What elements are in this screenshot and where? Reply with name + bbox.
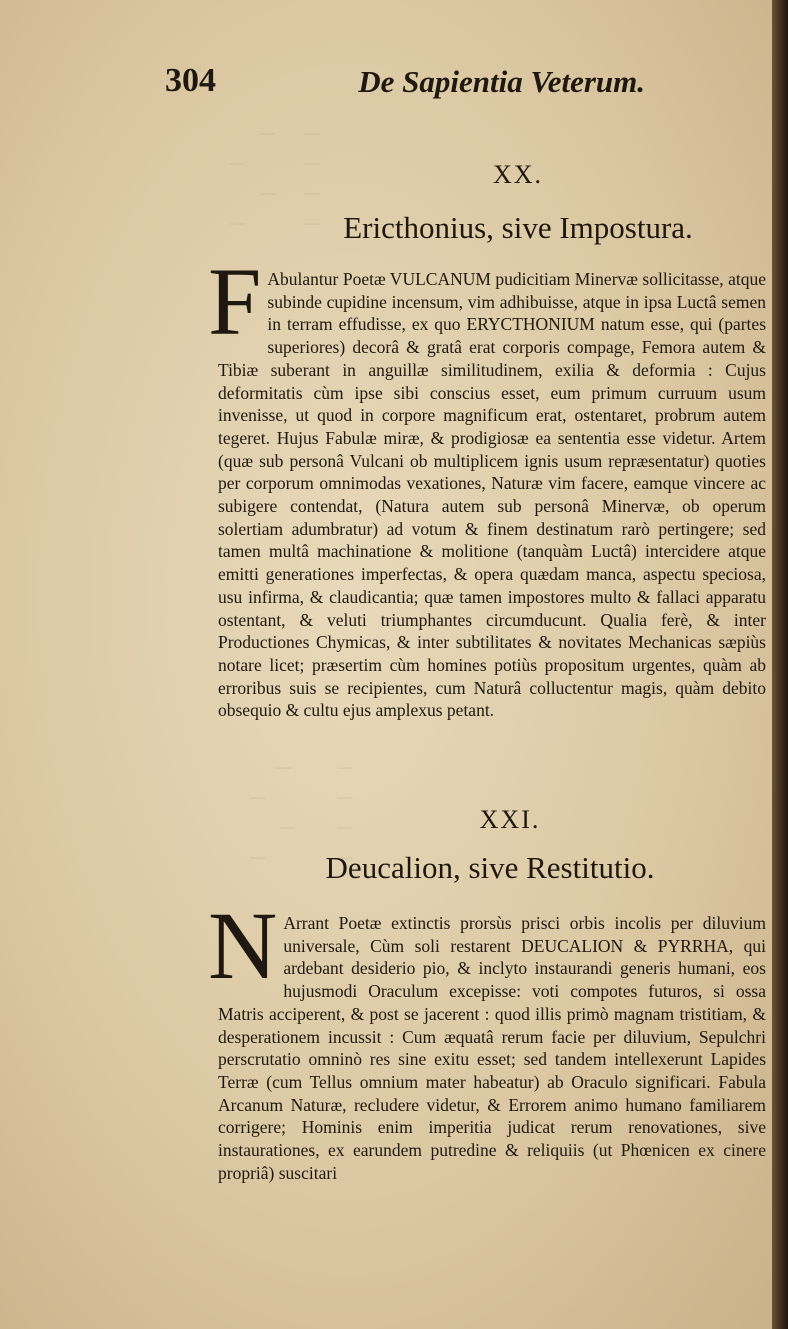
bleed-through-text-top: — — — — — — — — [230, 123, 320, 232]
bleed-through-text-middle: — — — — — — — — [250, 757, 353, 866]
book-spine-edge [772, 0, 788, 1329]
drop-cap: F [208, 248, 262, 355]
section-text: Abulantur Poetæ VULCANUM pudicitiam Minervæ sollicitasse, atque subinde cupidine incensum, vim adhibuisse, atque in ipsa Luctâ semen in terram effudisse, ex quo ERYCTHONIUM natum esse, qui (partes superiores) decorâ & gratâ erat corporis compage, Femora autem & Tibiæ suberant in anguillæ similitudinem, exilia & deformia : Cujus deformitatis cùm ipse sibi conscius esset, eum primum curruum usum invenisse, ut quod in corpore magnificum erat, ostentaret, probrum autem tegeret. Hujus Fabulæ miræ, & prodigiosæ ea sententia esse videtur. Artem (quæ sub personâ Vulcani ob multiplicem ignis usum repræsentatur) quoties per corporum omnimodas vexationes, Naturæ vim facere, eamque vincere ac subigere contendat, (Natura autem sub personâ Minervæ, ob operum solertiam adumbratur) ad votum & finem destinatum rarò pertingere; sed tamen multâ machinatione & molitione (tanquàm Luctâ) intercidere atque emitti generationes imperfectas, & opera quædam manca, aspectu speciosa, usu infirma, & claudicantia; quæ tamen impostores multo & fallaci apparatu ostentant, & veluti triumphantes circumducunt. Qualia ferè, & inter Productiones Chymicas, & inter subtilitates & novitates Mechanicas sæpiùs notare licet; præsertim cùm homines potiùs propositum urgentes, quàm ab erroribus suis se recipientes, cum Naturâ colluctentur magis, quàm debito obsequio & cultu ejus amplexus petant. [218, 269, 766, 721]
page-number: 304 [165, 62, 216, 99]
section-title: Ericthonius, sive Impostura. [343, 210, 693, 245]
drop-cap: N [208, 892, 278, 999]
section-body [208, 892, 766, 1184]
section-body [208, 248, 766, 722]
section-number: XX. [492, 160, 544, 189]
page-header [165, 62, 645, 102]
section-text: Arrant Poetæ extinctis prorsùs prisci orbis incolis per diluvium universale, Cùm soli restarent DEUCALION & PYRRHA, qui ardebant desiderio pio, & inclyto instaurandi generis humani, eos hujusmodi Oraculum excepisse: voti compotes futuros, si ossa Matris acciperent, & post se jacerent : quod illis primò magnam tristitiam, & desperationem incussit : Cum æquatâ rerum facie per diluvium, Sepulchri perscrutatio omninò res sine exitu esset; sed tandem intellexerunt Lapides Terræ (cum Tellus omnium mater habeatur) ab Oraculo significari. Fabula Arcanum Naturæ, recludere videtur, & Errorem animo humano familiarem corrigere; Hominis enim imperitia judicat rerum renovationes, sive instaurationes, ex earundem putredine & reliquiis (ut Phœnicen ex cinere propriâ) suscitari [218, 913, 766, 1183]
section-title: Deucalion, sive Restitutio. [325, 850, 655, 885]
section-number: XXI. [479, 805, 541, 834]
running-title: De Sapientia Veterum. [358, 64, 645, 99]
